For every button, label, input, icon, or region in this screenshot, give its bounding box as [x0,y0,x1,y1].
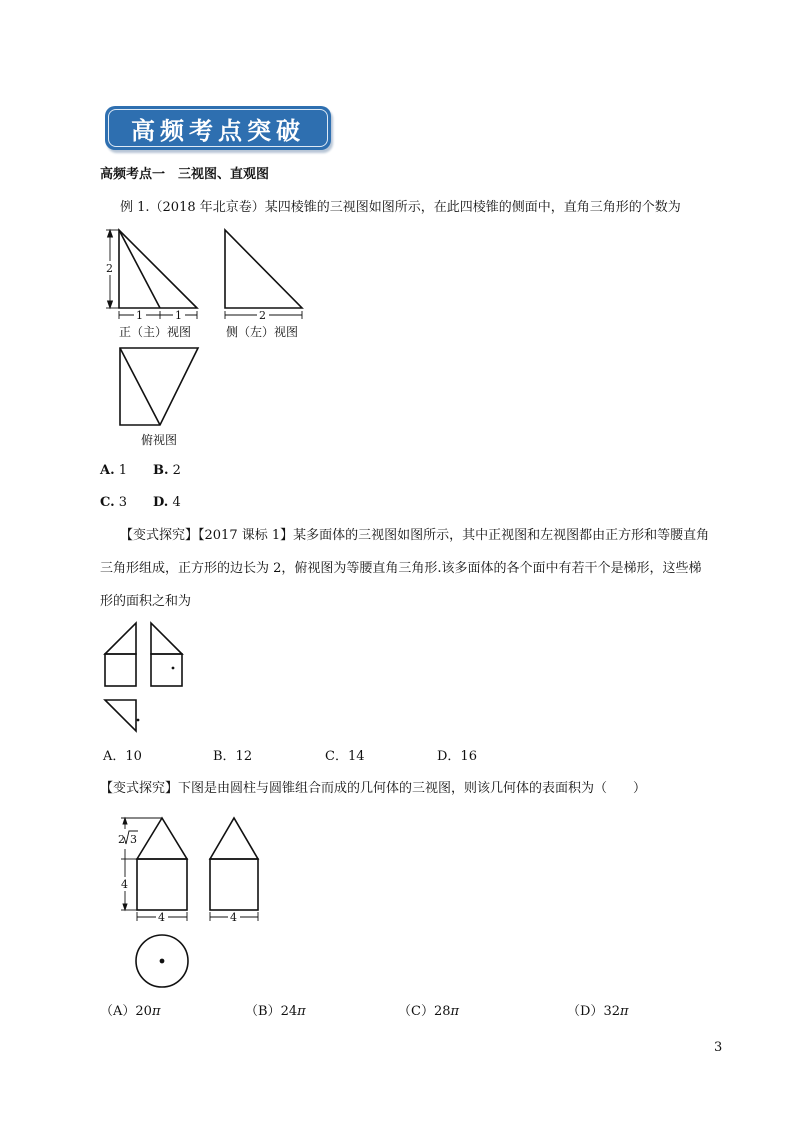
dim-right-label: 1 [175,309,182,322]
example1-front-view [100,225,210,325]
variant1-option-a: A．10 [103,749,142,764]
section-banner [105,106,331,150]
dim-width-side: 4 [230,911,237,924]
option-d: D. 4 [153,495,181,510]
variant1-option-b: B．12 [213,749,253,764]
page-number: 3 [714,1040,723,1055]
variant2-question: 【变式探究】下图是由圆柱与圆锥组合而成的几何体的三视图，则该几何体的表面积为（ ） [100,781,647,796]
banner-title: 高频考点突破 [131,116,305,145]
variant2-option-c: （C）28π [398,1004,460,1019]
option-a: A. 1 [100,463,128,478]
dim-cone-coef: 2 [118,833,125,846]
variant2-views [110,815,285,990]
dim-cyl-height: 4 [121,878,128,891]
option-c: C. 3 [100,495,128,510]
variant2-option-a: （A）20π [100,1004,161,1019]
dim-height-label: 2 [106,262,113,275]
option-b: B. 2 [153,463,181,478]
variant1-line2: 三角形组成，正方形的边长为 2，俯视图为等腰直角三角形.该多面体的各个面中有若干个是梯形，这些梯 [100,561,702,576]
variant2-option-b: （B）24π [245,1004,306,1019]
variant1-views [100,620,190,735]
side-view-caption: 侧（左）视图 [226,325,299,339]
front-view-caption: 正（主）视图 [119,325,192,339]
dim-side-label: 2 [259,309,266,322]
dim-left-label: 1 [136,309,143,322]
dim-width-front: 4 [158,911,165,924]
example1-top-view [115,345,205,430]
example1-question: 例 1.（2018 年北京卷）某四棱锥的三视图如图所示，在此四棱锥的侧面中，直角三角形的个数为 [120,200,681,215]
variant1-line1: 【变式探究】【2017 课标 1】某多面体的三视图如图所示，其中正视图和左视图都由正方形和等腰直角 [120,528,710,543]
dim-cone-rad: 3 [130,833,137,846]
variant2-option-d: （D）32π [567,1004,629,1019]
section-heading: 高频考点一 三视图、直观图 [100,167,270,182]
variant1-line3: 形的面积之和为 [100,594,192,609]
top-view-caption: 俯视图 [141,433,178,447]
example1-side-view [220,225,310,325]
banner-frame [108,109,328,147]
variant1-option-d: D．16 [437,749,477,764]
variant1-option-c: C．14 [325,749,365,764]
